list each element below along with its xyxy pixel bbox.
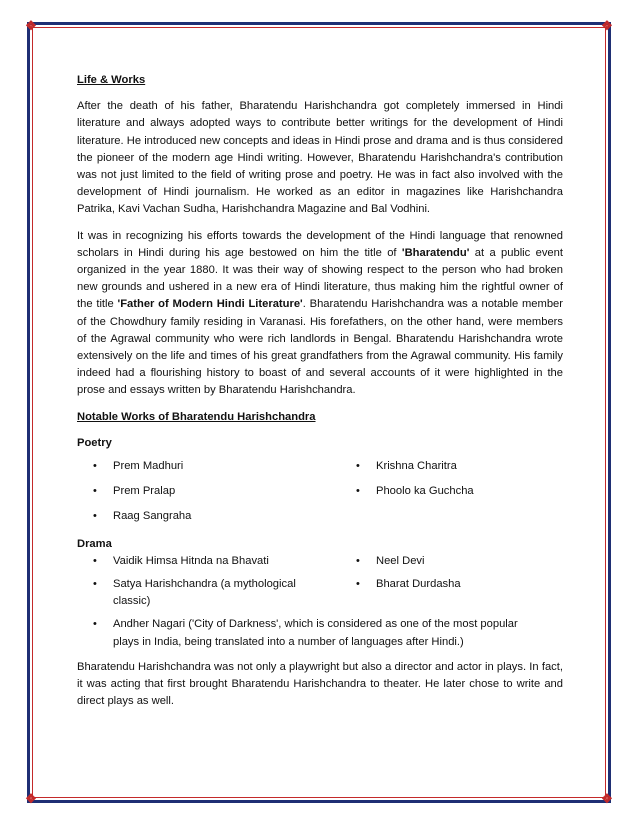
- list-item: • Neel Devi: [340, 553, 563, 570]
- list-item: • Bharat Durdasha: [340, 576, 563, 610]
- section-heading: Notable Works of Bharatendu Harishchandra: [77, 410, 316, 423]
- corner-ornament-icon: ❖: [25, 791, 37, 806]
- paragraph: [77, 228, 563, 400]
- list-item: • Raag Sangraha: [77, 508, 340, 525]
- text-run: . Bharatendu Harishchandra was a notable member of the Chowdhury family residing in Varanasi. His forefathers, on the other hand, were members of the Agrawal community who were rich landlords in Bengal. Bharatendu Harishchandra wrote extensively on the life and times of his great grandfathers from the Agrawal community. His family indeed had a flourishing history to boast of and several accounts of it were highlighted in the prose and essays written by Bharatendu Harishchandra.: [77, 298, 563, 397]
- subheading-poetry: Poetry: [77, 436, 112, 449]
- paragraph: Bharatendu Harishchandra was not only a playwright but also a director and actor in plays. In fact, it was acting that first brought Bharatendu Harishchandra to theater. He later chose to write and direct plays as well.: [77, 660, 563, 708]
- list-item: • Krishna Charitra: [340, 458, 563, 475]
- bold-text: 'Bharatendu': [401, 246, 470, 259]
- paragraph: After the death of his father, Bharatendu Harishchandra got completely immersed in Hindi literature and always adopted ways to contribute better writings for the development of Hindi literature. He introduced new concepts and ideas in Hindi prose and drama and is thus considered the pioneer of the modern age Hindi writing. However, Bharatendu Harishchandra's contribution was not just limited to the field of writing prose and poetry. He was in fact also involved with the development of Hindi journalism. He worked as an editor in magazines like Harishchandra Patrika, Kavi Vachan Sudha, Harishchandra Magazine and Bal Vodhini.: [77, 100, 563, 216]
- text-run: It was in recognizing his efforts towards the development of the Hindi language that renowned scholars in Hindi during his age bestowed on him the title of: [77, 229, 563, 259]
- bold-text: 'Father of Modern Hindi Literature': [117, 298, 303, 311]
- poetry-list: [77, 458, 563, 526]
- corner-ornament-icon: ❖: [601, 18, 613, 33]
- section-heading: Life & Works: [77, 74, 146, 86]
- document-content: [77, 72, 563, 720]
- list-item: • Andher Nagari ('City of Darkness', which is considered as one of the most popular plays in India, being translated into a number of languages after Hindi.): [77, 616, 563, 650]
- list-item: • Satya Harishchandra (a mythological classic): [77, 576, 340, 610]
- list-item: • Prem Madhuri: [77, 458, 340, 475]
- subheading-drama: Drama: [77, 537, 112, 550]
- list-item: • Phoolo ka Guchcha: [340, 483, 563, 500]
- drama-list: [77, 553, 563, 651]
- list-item: • Prem Pralap: [77, 483, 340, 500]
- text-run: at a public event organized in the year 1880. It was their way of showing respect to the person who had broken new grounds and ushered in a new era of Hindi literature, thus making him the rightful owner of the title: [77, 246, 563, 311]
- corner-ornament-icon: ❖: [601, 791, 613, 806]
- corner-ornament-icon: ❖: [25, 18, 37, 33]
- list-item: • Vaidik Himsa Hitnda na Bhavati: [77, 553, 340, 570]
